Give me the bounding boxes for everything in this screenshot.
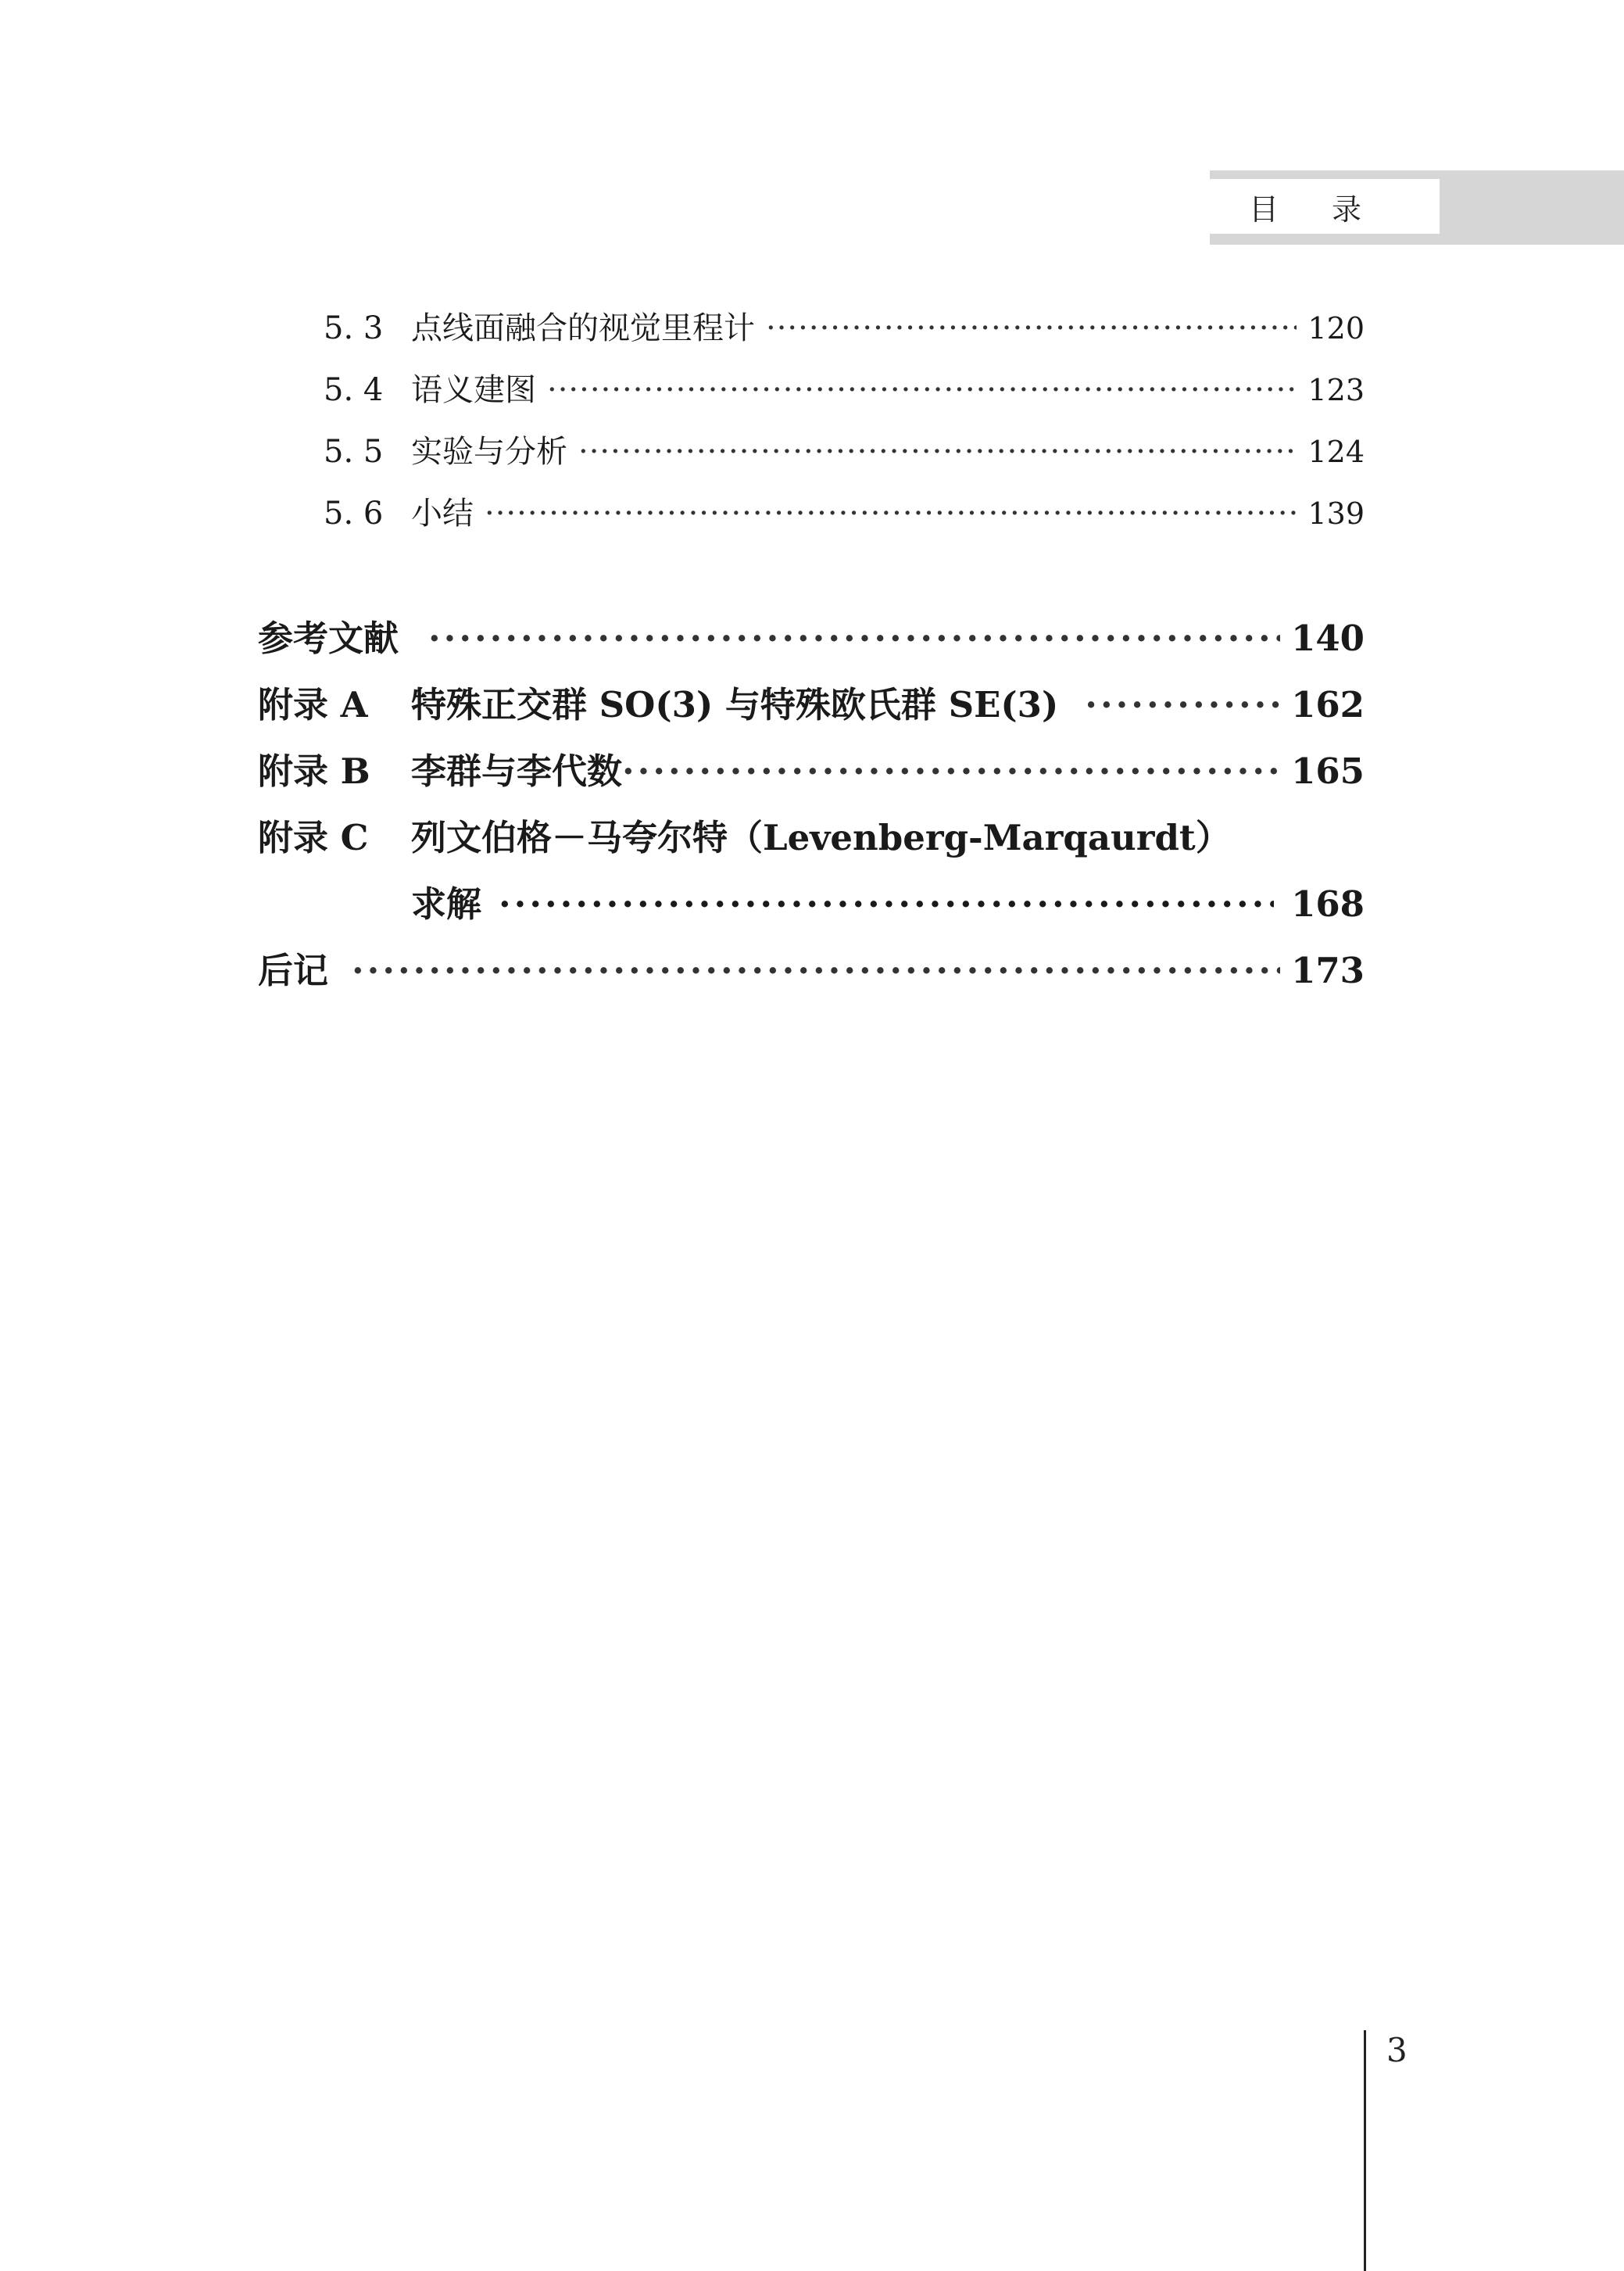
dot-leader xyxy=(352,950,1280,991)
toc-entry-5-3[interactable] xyxy=(324,303,1365,348)
chapter-title: 参考文献 xyxy=(258,618,399,659)
dot-leader xyxy=(766,310,1297,346)
section-number: 5. 6 xyxy=(324,496,384,532)
toc-entry-appendix-a[interactable] xyxy=(258,676,1365,727)
toc-entry-5-5[interactable] xyxy=(324,427,1365,471)
dot-leader xyxy=(485,496,1297,532)
running-header-tab xyxy=(1210,170,1624,245)
toc-entry-appendix-c[interactable] xyxy=(258,809,1365,860)
appendix-title: 列文伯格－马夸尔特（Levenberg-Marqaurdt） xyxy=(411,817,1231,858)
page-number-rule xyxy=(1364,2030,1366,2271)
dot-leader xyxy=(428,618,1280,659)
toc-entry-references[interactable] xyxy=(258,610,1365,661)
dot-leader xyxy=(1085,684,1280,725)
page-ref: 140 xyxy=(1291,618,1365,659)
appendix-label: 附录 C xyxy=(258,817,369,858)
section-title: 实验与分析 xyxy=(411,434,567,470)
toc-entry-5-6[interactable] xyxy=(324,489,1365,533)
toc-entry-appendix-c-continued[interactable] xyxy=(411,876,1365,926)
toc-entry-appendix-b[interactable] xyxy=(258,743,1365,793)
page-ref: 168 xyxy=(1291,883,1365,925)
running-header-title: 目录 xyxy=(1210,179,1440,234)
appendix-title-continued: 求解 xyxy=(411,883,482,925)
section-title: 语义建图 xyxy=(411,372,536,408)
chapter-title: 后记 xyxy=(258,950,329,991)
page-ref: 123 xyxy=(1307,373,1365,407)
page-ref: 173 xyxy=(1291,950,1365,991)
page-ref: 162 xyxy=(1291,684,1365,725)
appendix-title: 李群与李代数 xyxy=(411,750,623,792)
dot-leader xyxy=(578,434,1297,470)
section-number: 5. 3 xyxy=(324,310,384,346)
page-ref: 120 xyxy=(1307,311,1365,346)
section-title: 小结 xyxy=(411,496,474,532)
dot-leader xyxy=(622,750,1280,792)
appendix-label: 附录 B xyxy=(258,750,370,792)
section-title: 点线面融合的视觉里程计 xyxy=(411,310,755,346)
page-ref: 139 xyxy=(1307,496,1365,531)
dot-leader xyxy=(499,883,1274,925)
appendix-title: 特殊正交群 SO(3) 与特殊欧氏群 SE(3) xyxy=(411,684,1059,725)
section-number: 5. 5 xyxy=(324,434,384,470)
dot-leader xyxy=(547,372,1297,408)
appendix-label: 附录 A xyxy=(258,684,368,725)
page-ref: 124 xyxy=(1307,435,1365,469)
section-number: 5. 4 xyxy=(324,372,384,408)
page-number: 3 xyxy=(1386,2031,1408,2069)
page-ref: 165 xyxy=(1291,750,1365,792)
toc-entry-postscript[interactable] xyxy=(258,942,1365,993)
toc-entry-5-4[interactable] xyxy=(324,365,1365,410)
